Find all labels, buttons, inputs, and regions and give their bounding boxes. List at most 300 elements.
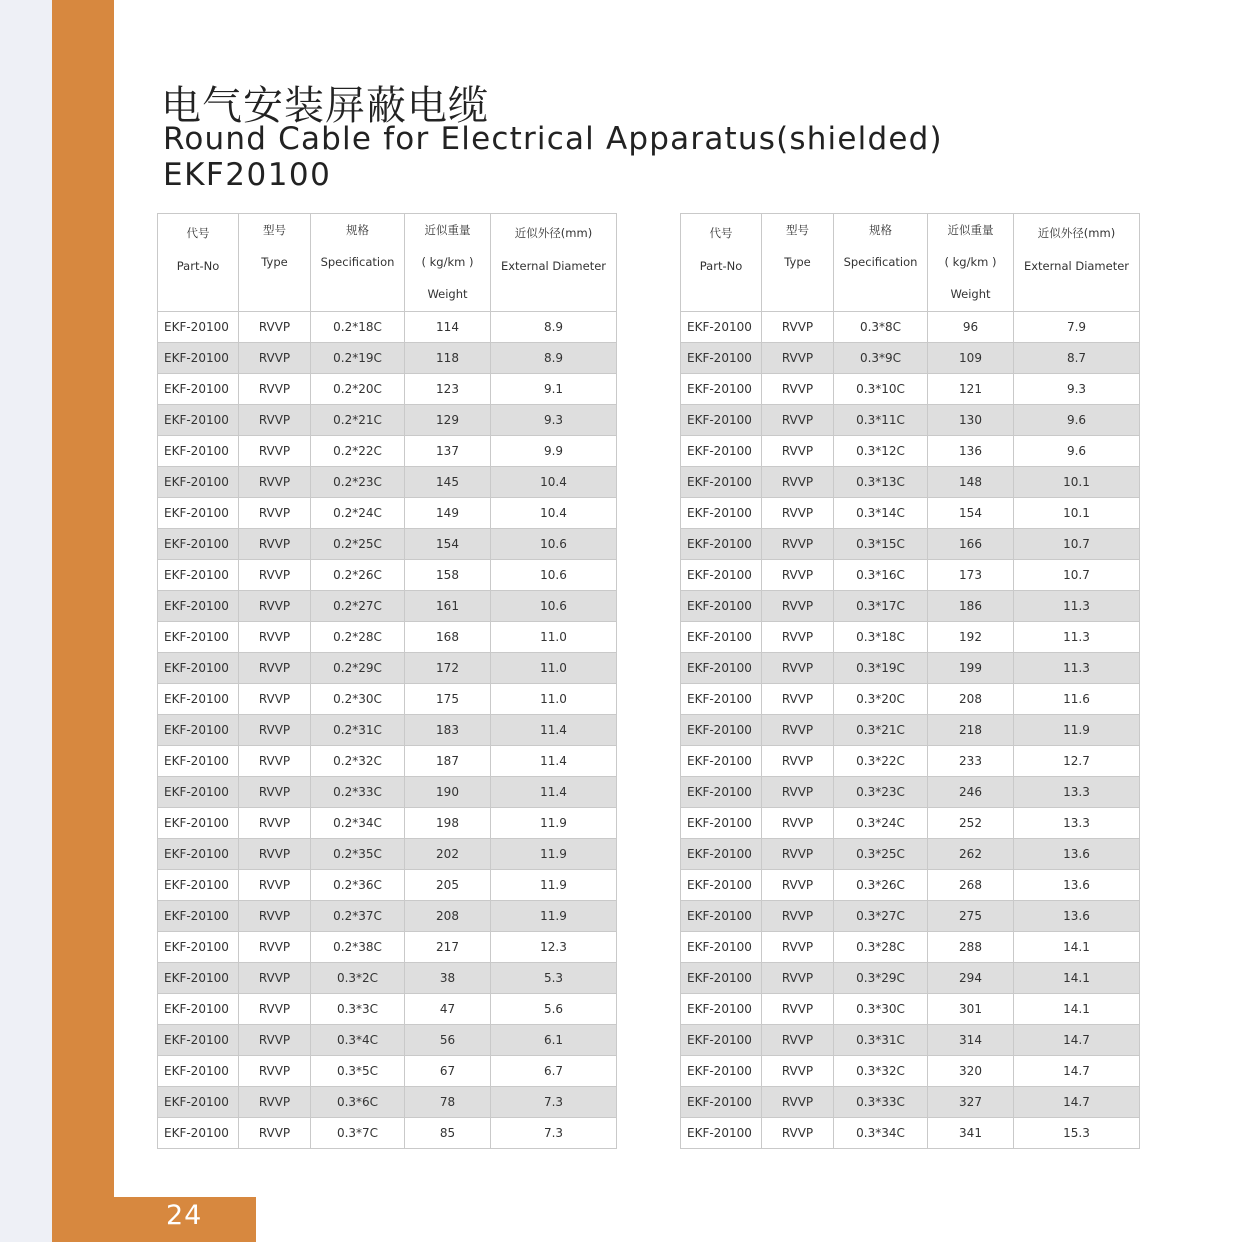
table-header-row <box>158 214 617 312</box>
cell-specification: 0.3*7C <box>311 1118 405 1149</box>
cell-weight: 252 <box>928 808 1014 839</box>
cell-diameter: 9.6 <box>1014 405 1140 436</box>
cell-diameter: 12.3 <box>491 932 617 963</box>
cell-part-no: EKF-20100 <box>681 374 762 405</box>
table-row <box>158 839 617 870</box>
cell-weight: 217 <box>405 932 491 963</box>
table-row <box>681 560 1140 591</box>
header-type: 型号 Type <box>762 214 834 312</box>
cell-weight: 173 <box>928 560 1014 591</box>
cell-type: RVVP <box>239 374 311 405</box>
cell-specification: 0.2*29C <box>311 653 405 684</box>
cell-diameter: 7.3 <box>491 1118 617 1149</box>
cell-type: RVVP <box>239 963 311 994</box>
cell-part-no: EKF-20100 <box>158 467 239 498</box>
table-row <box>681 901 1140 932</box>
cell-part-no: EKF-20100 <box>681 312 762 343</box>
table-row <box>681 1118 1140 1149</box>
cell-specification: 0.2*18C <box>311 312 405 343</box>
cell-specification: 0.2*22C <box>311 436 405 467</box>
cell-diameter: 11.9 <box>491 808 617 839</box>
cell-type: RVVP <box>239 1025 311 1056</box>
cell-weight: 149 <box>405 498 491 529</box>
cell-diameter: 8.7 <box>1014 343 1140 374</box>
cell-specification: 0.3*30C <box>834 994 928 1025</box>
cell-part-no: EKF-20100 <box>158 374 239 405</box>
cell-specification: 0.3*22C <box>834 746 928 777</box>
cell-specification: 0.3*13C <box>834 467 928 498</box>
cell-weight: 148 <box>928 467 1014 498</box>
cell-part-no: EKF-20100 <box>158 746 239 777</box>
cell-part-no: EKF-20100 <box>158 591 239 622</box>
cell-diameter: 14.1 <box>1014 963 1140 994</box>
cell-part-no: EKF-20100 <box>158 808 239 839</box>
cell-type: RVVP <box>762 374 834 405</box>
cell-specification: 0.3*14C <box>834 498 928 529</box>
cell-type: RVVP <box>762 312 834 343</box>
cell-specification: 0.2*34C <box>311 808 405 839</box>
cell-weight: 168 <box>405 622 491 653</box>
cell-diameter: 14.7 <box>1014 1025 1140 1056</box>
table-row <box>158 1025 617 1056</box>
cell-diameter: 10.1 <box>1014 498 1140 529</box>
cell-type: RVVP <box>239 405 311 436</box>
cell-weight: 118 <box>405 343 491 374</box>
cell-weight: 208 <box>405 901 491 932</box>
table-row <box>158 963 617 994</box>
table-row <box>681 839 1140 870</box>
cell-type: RVVP <box>762 746 834 777</box>
cell-diameter: 11.0 <box>491 684 617 715</box>
table-row <box>158 684 617 715</box>
cell-type: RVVP <box>239 1118 311 1149</box>
cell-specification: 0.2*26C <box>311 560 405 591</box>
cell-part-no: EKF-20100 <box>681 529 762 560</box>
cell-part-no: EKF-20100 <box>681 839 762 870</box>
cell-part-no: EKF-20100 <box>681 653 762 684</box>
cell-part-no: EKF-20100 <box>158 1056 239 1087</box>
table-row <box>681 653 1140 684</box>
header-specification: 规格 Specification <box>311 214 405 312</box>
cell-type: RVVP <box>239 436 311 467</box>
cell-part-no: EKF-20100 <box>158 343 239 374</box>
cell-type: RVVP <box>762 684 834 715</box>
table-row <box>158 808 617 839</box>
cell-type: RVVP <box>762 1087 834 1118</box>
accent-band <box>52 0 114 1242</box>
header-part-no: 代号 Part-No <box>681 214 762 312</box>
cell-specification: 0.3*8C <box>834 312 928 343</box>
table-row <box>681 715 1140 746</box>
spec-table-right <box>680 213 1140 1149</box>
cell-weight: 190 <box>405 777 491 808</box>
cell-diameter: 9.3 <box>1014 374 1140 405</box>
header-specification: 规格 Specification <box>834 214 928 312</box>
page-margin <box>0 0 52 1242</box>
cell-diameter: 11.3 <box>1014 591 1140 622</box>
cell-diameter: 13.6 <box>1014 870 1140 901</box>
table-row <box>158 994 617 1025</box>
cell-weight: 137 <box>405 436 491 467</box>
cell-specification: 0.3*33C <box>834 1087 928 1118</box>
cell-type: RVVP <box>762 436 834 467</box>
cell-weight: 275 <box>928 901 1014 932</box>
cell-part-no: EKF-20100 <box>158 529 239 560</box>
cell-diameter: 10.7 <box>1014 529 1140 560</box>
cell-type: RVVP <box>239 746 311 777</box>
cell-type: RVVP <box>762 498 834 529</box>
cell-specification: 0.3*20C <box>834 684 928 715</box>
cell-specification: 0.2*20C <box>311 374 405 405</box>
cell-part-no: EKF-20100 <box>681 963 762 994</box>
cell-type: RVVP <box>762 343 834 374</box>
cell-part-no: EKF-20100 <box>158 1025 239 1056</box>
cell-part-no: EKF-20100 <box>158 1118 239 1149</box>
table-row <box>681 529 1140 560</box>
cell-specification: 0.2*28C <box>311 622 405 653</box>
cell-part-no: EKF-20100 <box>681 1025 762 1056</box>
spec-table-left <box>157 213 617 1149</box>
cell-weight: 154 <box>405 529 491 560</box>
table-header-row <box>681 214 1140 312</box>
cell-type: RVVP <box>239 467 311 498</box>
table-row <box>681 870 1140 901</box>
header-type: 型号 Type <box>239 214 311 312</box>
table-row <box>681 963 1140 994</box>
table-row <box>158 870 617 901</box>
cell-type: RVVP <box>239 932 311 963</box>
cell-diameter: 10.4 <box>491 467 617 498</box>
cell-specification: 0.3*34C <box>834 1118 928 1149</box>
cell-diameter: 11.9 <box>491 901 617 932</box>
cell-diameter: 14.7 <box>1014 1056 1140 1087</box>
cell-type: RVVP <box>762 591 834 622</box>
cell-weight: 208 <box>928 684 1014 715</box>
table-row <box>158 715 617 746</box>
cell-part-no: EKF-20100 <box>681 405 762 436</box>
cell-type: RVVP <box>762 901 834 932</box>
cell-diameter: 5.6 <box>491 994 617 1025</box>
cell-type: RVVP <box>239 591 311 622</box>
cell-weight: 218 <box>928 715 1014 746</box>
cell-specification: 0.2*19C <box>311 343 405 374</box>
cell-weight: 145 <box>405 467 491 498</box>
table-row <box>158 622 617 653</box>
cell-diameter: 11.0 <box>491 653 617 684</box>
cell-weight: 205 <box>405 870 491 901</box>
cell-diameter: 10.6 <box>491 529 617 560</box>
cell-specification: 0.2*31C <box>311 715 405 746</box>
cell-type: RVVP <box>762 1025 834 1056</box>
cell-specification: 0.3*9C <box>834 343 928 374</box>
table-row <box>681 591 1140 622</box>
cell-part-no: EKF-20100 <box>681 622 762 653</box>
cell-part-no: EKF-20100 <box>681 808 762 839</box>
table-row <box>158 405 617 436</box>
header-diameter: 近似外径(mm) External Diameter <box>491 214 617 312</box>
cell-part-no: EKF-20100 <box>158 777 239 808</box>
cell-part-no: EKF-20100 <box>681 684 762 715</box>
cell-part-no: EKF-20100 <box>158 653 239 684</box>
cell-type: RVVP <box>762 467 834 498</box>
cell-specification: 0.3*32C <box>834 1056 928 1087</box>
cell-part-no: EKF-20100 <box>681 1087 762 1118</box>
cell-diameter: 11.0 <box>491 622 617 653</box>
cell-diameter: 9.3 <box>491 405 617 436</box>
table-row <box>158 746 617 777</box>
cell-type: RVVP <box>762 994 834 1025</box>
cell-type: RVVP <box>239 622 311 653</box>
cell-weight: 56 <box>405 1025 491 1056</box>
cell-diameter: 12.7 <box>1014 746 1140 777</box>
cell-type: RVVP <box>762 932 834 963</box>
cell-type: RVVP <box>762 839 834 870</box>
cell-specification: 0.3*12C <box>834 436 928 467</box>
table-row <box>681 343 1140 374</box>
cell-type: RVVP <box>762 622 834 653</box>
table-row <box>681 312 1140 343</box>
cell-specification: 0.3*4C <box>311 1025 405 1056</box>
cell-specification: 0.3*21C <box>834 715 928 746</box>
cell-diameter: 13.3 <box>1014 808 1140 839</box>
cell-weight: 183 <box>405 715 491 746</box>
cell-diameter: 13.3 <box>1014 777 1140 808</box>
table-row <box>158 436 617 467</box>
cell-specification: 0.3*17C <box>834 591 928 622</box>
cell-weight: 301 <box>928 994 1014 1025</box>
cell-diameter: 15.3 <box>1014 1118 1140 1149</box>
cell-weight: 294 <box>928 963 1014 994</box>
table-row <box>158 777 617 808</box>
cell-part-no: EKF-20100 <box>158 870 239 901</box>
cell-specification: 0.3*3C <box>311 994 405 1025</box>
cell-diameter: 7.3 <box>491 1087 617 1118</box>
cell-diameter: 11.9 <box>1014 715 1140 746</box>
cell-specification: 0.2*21C <box>311 405 405 436</box>
table-row <box>158 653 617 684</box>
cell-specification: 0.2*33C <box>311 777 405 808</box>
cell-type: RVVP <box>762 529 834 560</box>
cell-specification: 0.2*36C <box>311 870 405 901</box>
cell-diameter: 5.3 <box>491 963 617 994</box>
cell-type: RVVP <box>239 560 311 591</box>
table-row <box>681 622 1140 653</box>
cell-specification: 0.3*6C <box>311 1087 405 1118</box>
cell-specification: 0.3*23C <box>834 777 928 808</box>
cell-diameter: 10.7 <box>1014 560 1140 591</box>
cell-diameter: 11.3 <box>1014 653 1140 684</box>
cell-specification: 0.2*25C <box>311 529 405 560</box>
cell-specification: 0.3*2C <box>311 963 405 994</box>
cell-diameter: 6.7 <box>491 1056 617 1087</box>
cell-weight: 327 <box>928 1087 1014 1118</box>
header-diameter: 近似外径(mm) External Diameter <box>1014 214 1140 312</box>
cell-specification: 0.3*28C <box>834 932 928 963</box>
table-row <box>158 312 617 343</box>
cell-diameter: 13.6 <box>1014 839 1140 870</box>
header-weight: 近似重量 ( kg/km ) Weight <box>928 214 1014 312</box>
cell-specification: 0.3*19C <box>834 653 928 684</box>
cell-weight: 114 <box>405 312 491 343</box>
cell-diameter: 9.9 <box>491 436 617 467</box>
cell-part-no: EKF-20100 <box>158 1087 239 1118</box>
table-row <box>158 1056 617 1087</box>
cell-weight: 314 <box>928 1025 1014 1056</box>
cell-part-no: EKF-20100 <box>158 684 239 715</box>
cell-specification: 0.2*30C <box>311 684 405 715</box>
cell-part-no: EKF-20100 <box>681 777 762 808</box>
cell-part-no: EKF-20100 <box>681 901 762 932</box>
cell-weight: 96 <box>928 312 1014 343</box>
cell-type: RVVP <box>239 343 311 374</box>
cell-specification: 0.3*11C <box>834 405 928 436</box>
cell-weight: 202 <box>405 839 491 870</box>
table-row <box>158 498 617 529</box>
cell-weight: 198 <box>405 808 491 839</box>
cell-type: RVVP <box>239 312 311 343</box>
cell-weight: 121 <box>928 374 1014 405</box>
header-part-no: 代号 Part-No <box>158 214 239 312</box>
cell-diameter: 10.1 <box>1014 467 1140 498</box>
cell-type: RVVP <box>762 808 834 839</box>
table-row <box>681 1087 1140 1118</box>
product-code: EKF20100 <box>163 157 332 193</box>
table-row <box>681 994 1140 1025</box>
cell-part-no: EKF-20100 <box>681 591 762 622</box>
table-row <box>681 808 1140 839</box>
cell-diameter: 11.3 <box>1014 622 1140 653</box>
table-row <box>681 777 1140 808</box>
cell-diameter: 10.4 <box>491 498 617 529</box>
table-row <box>681 405 1140 436</box>
table-row <box>681 932 1140 963</box>
cell-diameter: 14.1 <box>1014 932 1140 963</box>
cell-type: RVVP <box>239 653 311 684</box>
cell-diameter: 11.9 <box>491 839 617 870</box>
cell-part-no: EKF-20100 <box>681 436 762 467</box>
cell-part-no: EKF-20100 <box>158 715 239 746</box>
cell-type: RVVP <box>239 839 311 870</box>
cell-type: RVVP <box>239 808 311 839</box>
cell-diameter: 14.7 <box>1014 1087 1140 1118</box>
cell-specification: 0.3*31C <box>834 1025 928 1056</box>
table-row <box>158 343 617 374</box>
cell-diameter: 11.4 <box>491 715 617 746</box>
cell-part-no: EKF-20100 <box>681 560 762 591</box>
table-row <box>681 374 1140 405</box>
cell-weight: 109 <box>928 343 1014 374</box>
cell-type: RVVP <box>239 901 311 932</box>
cell-specification: 0.3*10C <box>834 374 928 405</box>
cell-weight: 186 <box>928 591 1014 622</box>
cell-part-no: EKF-20100 <box>158 405 239 436</box>
cell-type: RVVP <box>239 684 311 715</box>
cell-specification: 0.3*25C <box>834 839 928 870</box>
cell-type: RVVP <box>239 994 311 1025</box>
cell-part-no: EKF-20100 <box>158 994 239 1025</box>
cell-type: RVVP <box>762 963 834 994</box>
page-title-cn: 电气安装屏蔽电缆 <box>161 83 489 129</box>
cell-weight: 172 <box>405 653 491 684</box>
cell-weight: 187 <box>405 746 491 777</box>
cell-part-no: EKF-20100 <box>158 622 239 653</box>
cell-part-no: EKF-20100 <box>158 436 239 467</box>
cell-diameter: 9.6 <box>1014 436 1140 467</box>
cell-part-no: EKF-20100 <box>681 343 762 374</box>
table-row <box>681 436 1140 467</box>
cell-weight: 199 <box>928 653 1014 684</box>
table-row <box>158 901 617 932</box>
cell-part-no: EKF-20100 <box>158 498 239 529</box>
cell-part-no: EKF-20100 <box>158 963 239 994</box>
cell-diameter: 11.4 <box>491 746 617 777</box>
cell-specification: 0.2*24C <box>311 498 405 529</box>
cell-weight: 85 <box>405 1118 491 1149</box>
cell-diameter: 11.9 <box>491 870 617 901</box>
cell-part-no: EKF-20100 <box>681 994 762 1025</box>
cell-weight: 158 <box>405 560 491 591</box>
cell-type: RVVP <box>239 1087 311 1118</box>
cell-weight: 47 <box>405 994 491 1025</box>
table-row <box>158 374 617 405</box>
table-row <box>681 1056 1140 1087</box>
table-row <box>681 1025 1140 1056</box>
cell-weight: 67 <box>405 1056 491 1087</box>
cell-diameter: 10.6 <box>491 591 617 622</box>
cell-type: RVVP <box>762 405 834 436</box>
cell-part-no: EKF-20100 <box>158 932 239 963</box>
cell-weight: 78 <box>405 1087 491 1118</box>
cell-diameter: 11.4 <box>491 777 617 808</box>
cell-weight: 175 <box>405 684 491 715</box>
table-row <box>158 1118 617 1149</box>
cell-specification: 0.3*26C <box>834 870 928 901</box>
cell-weight: 320 <box>928 1056 1014 1087</box>
header-weight: 近似重量 ( kg/km ) Weight <box>405 214 491 312</box>
cell-weight: 262 <box>928 839 1014 870</box>
cell-weight: 288 <box>928 932 1014 963</box>
cell-specification: 0.3*16C <box>834 560 928 591</box>
cell-part-no: EKF-20100 <box>681 1118 762 1149</box>
cell-diameter: 13.6 <box>1014 901 1140 932</box>
cell-weight: 341 <box>928 1118 1014 1149</box>
cell-part-no: EKF-20100 <box>681 932 762 963</box>
page-number: 24 <box>166 1200 203 1231</box>
table-row <box>158 1087 617 1118</box>
table-row <box>681 746 1140 777</box>
cell-specification: 0.2*37C <box>311 901 405 932</box>
cell-diameter: 8.9 <box>491 343 617 374</box>
cell-diameter: 9.1 <box>491 374 617 405</box>
cell-specification: 0.3*18C <box>834 622 928 653</box>
cell-specification: 0.3*15C <box>834 529 928 560</box>
table-row <box>158 932 617 963</box>
cell-diameter: 14.1 <box>1014 994 1140 1025</box>
cell-weight: 123 <box>405 374 491 405</box>
cell-specification: 0.2*32C <box>311 746 405 777</box>
cell-weight: 38 <box>405 963 491 994</box>
cell-part-no: EKF-20100 <box>158 839 239 870</box>
cell-diameter: 11.6 <box>1014 684 1140 715</box>
cell-type: RVVP <box>762 715 834 746</box>
table-row <box>158 467 617 498</box>
cell-diameter: 10.6 <box>491 560 617 591</box>
cell-weight: 136 <box>928 436 1014 467</box>
cell-part-no: EKF-20100 <box>681 467 762 498</box>
cell-type: RVVP <box>762 777 834 808</box>
cell-specification: 0.2*38C <box>311 932 405 963</box>
page-title-en: Round Cable for Electrical Apparatus(shielded) <box>163 121 943 157</box>
